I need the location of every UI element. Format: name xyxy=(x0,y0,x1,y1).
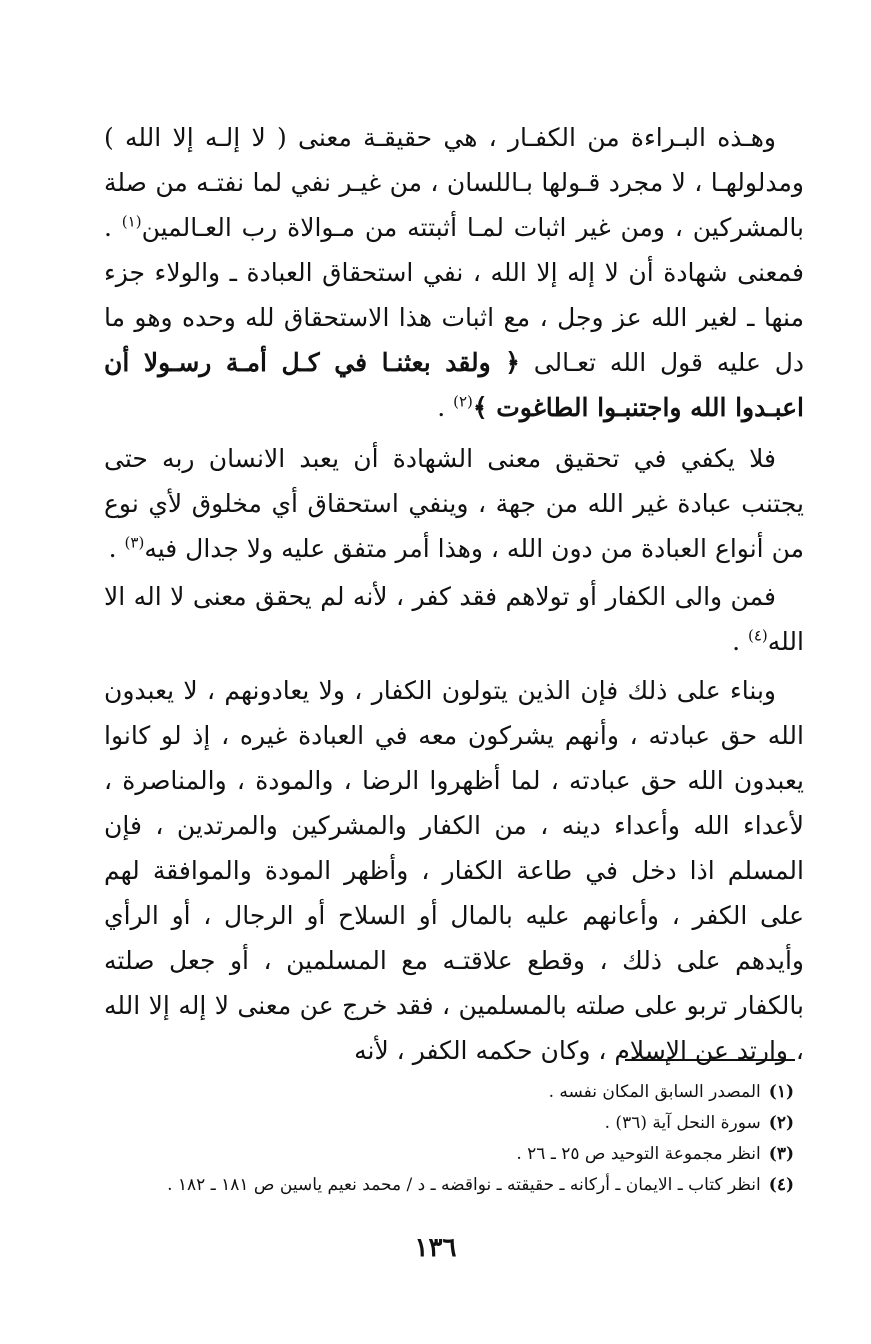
paragraph-1-text-b: . فمعنى شهادة أن لا إله إلا الله ، نفي استحقاق العبادة ـ والولاء جزء منها ـ لغير الله عز وجل ، مع اثبات هذا الاستحقاق لله وحده وهو ما دل عليه قول الله تعـالى xyxy=(104,213,805,377)
footnote-text: المصدر السابق المكان نفسه . xyxy=(548,1082,761,1102)
footnote-ref-4: (٤) xyxy=(747,626,768,645)
paragraph-3-text-b: . xyxy=(732,627,748,656)
footnote-2 xyxy=(104,1108,794,1139)
footnote-1 xyxy=(104,1077,794,1108)
footnote-4 xyxy=(104,1170,794,1201)
footnote-text: انظر كتاب ـ الايمان ـ أركانه ـ حقيقته ـ نواقضه ـ د / محمد نعيم ياسين ص ١٨١ ـ ١٨٢ . xyxy=(167,1175,761,1195)
paragraph-1-text-a: وهـذه البـراءة من الكفـار ، هي حقيقـة معنى ( لا إلـه إلا الله ) ومدلولهـا ، لا مجرد قـولها بـاللسان ، من غيـر نفي لما نفتـه من صلة بالمشركين ، ومن غير اثبات لمـا أثبتته من مـوالاة رب العـالمين xyxy=(104,123,804,242)
paragraph-3-text-a: فمن والى الكفار أو تولاهم فقد كفر ، لأنه لم يحقق معنى لا اله الا الله xyxy=(104,582,804,656)
paragraph-4 xyxy=(104,668,804,1073)
paragraph-1-text-c: . xyxy=(437,393,454,422)
paragraph-2-text-a: فلا يكفي في تحقيق معنى الشهادة أن يعبد الانسان ربه حتى يجتنب عبادة غير الله من جهة ، وينفي استحقاق أي مخلوق لأي نوع من أنواع العبادة من دون الله ، وهذا أمر متفق عليه ولا جدال فيه xyxy=(104,444,804,563)
footnote-number: (٤) xyxy=(768,1175,794,1195)
footnote-number: (٢) xyxy=(768,1113,794,1133)
page-number: ١٣٦ xyxy=(414,1233,457,1263)
paragraph-1 xyxy=(104,115,804,430)
footnote-number: (٣) xyxy=(768,1144,794,1164)
footnote-3 xyxy=(104,1139,794,1170)
footnote-text: انظر مجموعة التوحيد ص ٢٥ ـ ٢٦ . xyxy=(516,1144,761,1164)
paragraph-3 xyxy=(104,574,804,664)
paragraph-2 xyxy=(104,436,804,571)
paragraph-2-text-b: . xyxy=(108,534,125,563)
footnote-number: (١) xyxy=(768,1082,794,1102)
footnote-ref-2: (٢) xyxy=(453,392,473,411)
footnote-ref-3: (٣) xyxy=(124,533,145,552)
footnotes xyxy=(104,1077,794,1201)
footnote-divider xyxy=(625,1059,795,1061)
footnote-ref-1: (١) xyxy=(121,212,142,231)
footnote-text: سورة النحل آية (٣٦) . xyxy=(604,1113,761,1133)
paragraph-4-text: وبناء على ذلك فإن الذين يتولون الكفار ، ولا يعادونهم ، لا يعبدون الله حق عبادته ، وأنهم يشركون معه في العبادة غيره ، إذ لو كانوا يعبدون الله حق عبادته ، لما أظهروا الرضا ، والمودة ، والمناصرة ، لأعداء الله وأعداء دينه ، من الكفار والمشركين والمرتدين ، فإن المسلم اذا دخل في طاعة الكفار ، وأظهر المودة والموافقة لهم على الكفر ، وأعانهم عليه بالمال أو السلاح أو الرجال ، أو الرأي وأيدهم على ذلك ، وقطع علاقتـه مع المسلمين ، أو جعل صلته بالكفار تربو على صلته بالمسلمين ، فقد خرج عن معنى لا إله إلا الله ، وارتد عن الإسلام ، وكان حكمه الكفر ، لأنه xyxy=(104,676,804,1065)
quran-verse: ﴿ ولقد بعثنـا في كـل أمـة رسـولا أن اعبـدوا الله واجتنبـوا الطاغوت ﴾ xyxy=(104,348,804,422)
